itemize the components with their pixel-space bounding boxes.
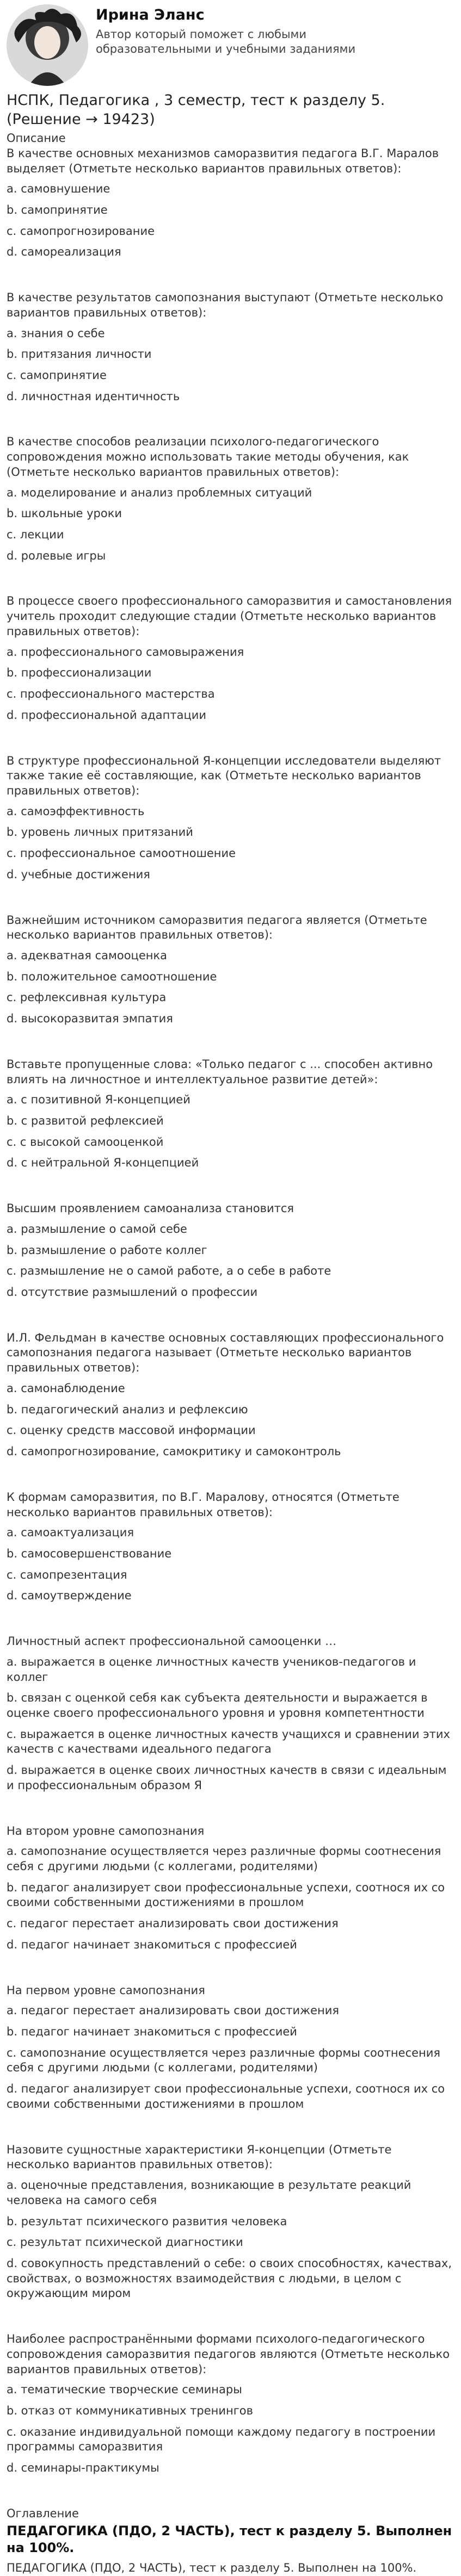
answer-option: b. притязания личности: [7, 347, 152, 361]
answer-option: b. связан с оценкой себя как субъекта деятельности и выражается в оценке своего профессионального уровня и уровня компетентности: [7, 1691, 428, 1720]
answer-option: d. самоутверждение: [7, 1589, 132, 1603]
answer-option: b. педагог начинает знакомиться с профессией: [7, 2025, 297, 2039]
question-block: [7, 594, 454, 723]
answer-option: a. профессионального самовыражения: [7, 645, 244, 659]
question-text: На первом уровне самопознания: [7, 1983, 205, 1997]
author-photo-icon: [7, 4, 88, 86]
answer-option: c. оценку средств массовой информации: [7, 1424, 256, 1437]
page-title: НСПК, Педагогика , 3 семестр, тест к разделу 5. (Решение → 19423): [7, 92, 385, 128]
answer-option: d. профессиональной адаптации: [7, 708, 207, 722]
answer-option: a. самоактуализация: [7, 1526, 134, 1540]
answer-option: b. самопринятие: [7, 203, 108, 216]
answer-option: a. тематические творческие семинары: [7, 2383, 242, 2397]
question-text: В качестве основных механизмов саморазвития педагога В.Г. Маралов выделяет (Отметьте несколько вариантов правильных ответов):: [7, 146, 439, 175]
question-block: [7, 1201, 454, 1300]
answer-option: a. адекватная самооценка: [7, 948, 168, 962]
answer-option: b. положительное самоотношение: [7, 970, 217, 983]
question-text: В структуре профессиональной Я-концепции исследователи выделяют также такие её составляющие, как (Отметьте несколько вариантов правильных ответов):: [7, 754, 441, 797]
answer-option: c. размышление не о самой работе, а о себе в работе: [7, 1264, 331, 1278]
question-block: [7, 1331, 454, 1460]
question-text: И.Л. Фельдман в качестве основных составляющих профессионального самопознания педагога называет (Отметьте несколько вариантов правильных ответов):: [7, 1331, 444, 1375]
answer-option: d. отсутствие размышлений о профессии: [7, 1286, 258, 1299]
answer-option: c. самопрезентация: [7, 1568, 127, 1581]
question-text: Вставьте пропущенные слова: «Только педагог с ... способен активно влиять на личностное и интеллектуальное развитие детей»:: [7, 1057, 433, 1086]
answer-option: c. выражается в оценке личностных качеств учащихся и сравнении этих качеств с качествами идеального педагога: [7, 1727, 450, 1756]
answer-option: a. самонаблюдение: [7, 1381, 125, 1395]
answer-option: a. педагог перестает анализировать свои достижения: [7, 2004, 340, 2018]
answer-option: d. ролевые игры: [7, 549, 106, 562]
author-name[interactable]: Ирина Эланс: [96, 7, 205, 23]
answer-option: c. профессиональное самоотношение: [7, 847, 236, 860]
avatar[interactable]: [7, 4, 88, 86]
answer-option: c. педагог перестает анализировать свои достижения: [7, 1917, 339, 1931]
answer-option: a. выражается в оценке личностных качеств учеников-педагогов и коллег: [7, 1655, 416, 1684]
answer-option: d. учебные достижения: [7, 867, 150, 881]
answer-option: a. размышление о самой себе: [7, 1222, 187, 1236]
answer-option: a. с позитивной Я-концепцией: [7, 1093, 190, 1107]
question-block: [7, 1983, 454, 2112]
answer-option: c. оказание индивидуальной помощи каждому педагогу в построении программы саморазвития: [7, 2425, 436, 2454]
answer-option: b. профессионализации: [7, 666, 152, 680]
question-text: На втором уровне самопознания: [7, 1824, 205, 1838]
answer-option: c. самопринятие: [7, 369, 107, 382]
question-text: Высшим проявлением самоанализа становится: [7, 1202, 294, 1215]
answer-option: b. размышление о работе коллег: [7, 1243, 207, 1257]
question-block: [7, 913, 454, 1027]
answer-option: a. самовнушение: [7, 182, 110, 196]
question-block: [7, 754, 454, 883]
question-text: Наиболее распространёнными формами психолого-педагогического сопровождения саморазвития педагогов являются (Отметьте несколько вариантов правильных ответов):: [7, 2332, 450, 2376]
answer-option: c. рефлексивная культура: [7, 991, 167, 1004]
question-block: [7, 434, 454, 563]
question-text: В качестве результатов самопознания выступают (Отметьте несколько вариантов правильных ответов):: [7, 291, 444, 319]
answer-option: d. самопрогнозирование, самокритику и самоконтроль: [7, 1445, 341, 1458]
questions-list: [7, 146, 454, 2476]
answer-option: d. выражается в оценке своих личностных качеств в связи с идеальным и профессиональным образом Я: [7, 1764, 447, 1792]
answer-option: c. самопознание осуществляется через различные формы соотнесения себя с другими людьми (с коллегами, родителями): [7, 2046, 441, 2075]
answer-option: b. отказ от коммуникативных тренингов: [7, 2404, 254, 2417]
answer-option: c. лекции: [7, 528, 64, 542]
answer-option: a. знания о себе: [7, 326, 105, 340]
answer-option: d. самореализация: [7, 245, 121, 259]
answer-option: a. самопознание осуществляется через различные формы соотнесения себя с другими людьми (с коллегами, родителями): [7, 1845, 441, 1873]
answer-option: d. совокупность представлений о себе: о своих способностях, качествах, свойствах, о возможностях взаимодействия с людьми, в целом с окружающим миром: [7, 2256, 452, 2300]
toc-item: ПЕДАГОГИКА (ПДО, 2 ЧАСТЬ), тест к разделу 5. Выполнен на 100%.: [7, 2561, 417, 2574]
question-text: В качестве способов реализации психолого-педагогического сопровождения можно использовать такие методы обучения, как (Отметьте несколько вариантов правильных ответов):: [7, 435, 409, 479]
question-block: [7, 290, 454, 404]
answer-option: c. самопрогнозирование: [7, 224, 155, 238]
question-block: [7, 146, 454, 260]
question-text: Назовите сущностные характеристики Я-концепции (Отметьте несколько вариантов правильных ответов):: [7, 2143, 392, 2171]
answer-option: a. оценочные представления, возникающие в результате реакций человека на самого себя: [7, 2178, 411, 2207]
answer-option: a. самоэффективность: [7, 804, 145, 818]
answer-option: c. профессионального мастерства: [7, 687, 215, 701]
question-text: Важнейшим источником саморазвития педагога является (Отметьте несколько вариантов правильных ответов):: [7, 913, 427, 942]
question-block: [7, 1824, 454, 1953]
author-info: [96, 4, 401, 57]
answer-option: d. педагог начинает знакомиться с профессией: [7, 1938, 297, 1951]
question-block: [7, 2143, 454, 2301]
answer-option: b. самосовершенствование: [7, 1547, 172, 1560]
question-text: В процессе своего профессионального саморазвития и самостановления учитель проходит следующие стадии (Отметьте несколько вариантов правильных ответов):: [7, 594, 452, 638]
answer-option: b. с развитой рефлексией: [7, 1114, 164, 1127]
answer-option: d. личностная идентичность: [7, 389, 180, 403]
author-description: Автор который поможет с любыми образовательными и учебными заданиями: [96, 27, 356, 55]
answer-option: b. уровень личных притязаний: [7, 825, 193, 839]
answer-option: c. результат психической диагностики: [7, 2236, 243, 2249]
answer-option: b. результат психического развития человека: [7, 2214, 287, 2228]
answer-option: b. школьные уроки: [7, 507, 122, 520]
answer-option: d. с нейтральной Я-концепцией: [7, 1156, 199, 1170]
toc-label: Оглавление: [7, 2506, 79, 2520]
toc-bold-title: ПЕДАГОГИКА (ПДО, 2 ЧАСТЬ), тест к разделу 5. Выполнен на 100%.: [7, 2523, 452, 2555]
question-text: Личностный аспект профессиональной самооценки …: [7, 1635, 337, 1648]
answer-option: d. семинары-практикумы: [7, 2461, 159, 2475]
question-block: [7, 1490, 454, 1604]
description-label: Описание: [7, 132, 66, 145]
question-block: [7, 2332, 454, 2476]
question-block: [7, 1057, 454, 1171]
question-text: К формам самоpазвития, по В.Г. Маралову, относятся (Отметьте несколько вариантов правильных ответов):: [7, 1490, 399, 1519]
answer-option: b. педагог анализирует свои профессиональные успехи, соотнося их со своими собственными достижениями в прошлом: [7, 1880, 445, 1909]
answer-option: b. педагогический анализ и рефлексию: [7, 1402, 248, 1416]
answer-option: c. с высокой самооценкой: [7, 1135, 164, 1149]
answer-option: d. высокоразвитая эмпатия: [7, 1012, 173, 1026]
answer-option: a. моделирование и анализ проблемных ситуаций: [7, 486, 312, 499]
question-block: [7, 1634, 454, 1793]
answer-option: d. педагог анализирует свои профессиональные успехи, соотнося их со своими собственными достижениями в прошлом: [7, 2082, 445, 2111]
author-block: [7, 4, 454, 86]
